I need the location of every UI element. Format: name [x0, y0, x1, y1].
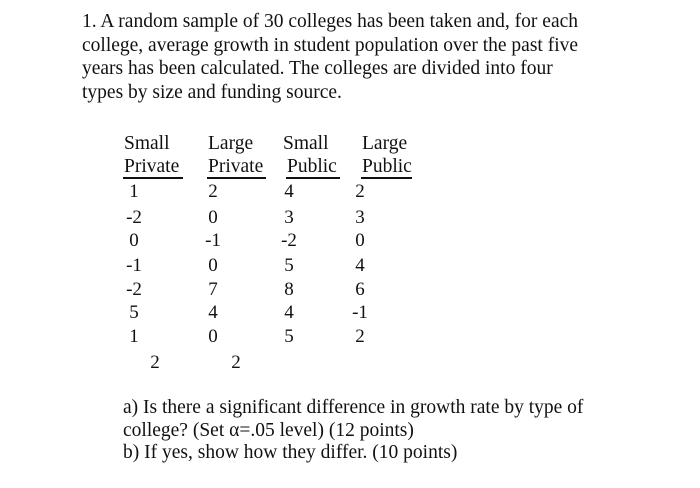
question-line: a) Is there a significant difference in growth rate by type of [123, 397, 584, 418]
table-cell: 0 [355, 230, 365, 251]
table-cell: 4 [208, 302, 218, 323]
table-cell: -1 [126, 255, 142, 276]
table-cell: 4 [284, 302, 294, 323]
questions [123, 397, 583, 465]
question-line: b) If yes, show how they differ. (10 points) [123, 442, 458, 463]
table-cell: -1 [205, 230, 221, 251]
table-cell: 2 [355, 181, 365, 202]
problem-line: college, average growth in student population over the past five [82, 34, 579, 56]
table-cell: 0 [208, 255, 218, 276]
column-count-cell: 2 [231, 352, 241, 373]
header-underline [361, 177, 412, 179]
header-small-public-line1: Small [283, 133, 329, 154]
column-count-cell: 2 [150, 352, 160, 373]
table-cell: 8 [284, 279, 294, 300]
header-underline [286, 177, 340, 179]
problem-line: types by size and funding source. [82, 81, 342, 103]
header-large-public-line1: Large [362, 133, 408, 154]
problem-line: years has been calculated. The colleges are divided into four [82, 58, 553, 79]
header-large-private-line2: Private [208, 156, 264, 177]
table-cell: 4 [284, 181, 294, 202]
table-cell: 5 [284, 326, 294, 347]
problem-statement [82, 10, 627, 104]
table-cell: 4 [355, 255, 365, 276]
table-cell: 1 [129, 181, 139, 202]
table-cell: 7 [208, 279, 218, 300]
header-small-public-line2: Public [287, 156, 337, 177]
table-cell: 2 [208, 181, 218, 202]
table-cell: 1 [129, 326, 139, 347]
question-line: college? (Set α=.05 level) (12 points) [123, 419, 414, 441]
table-cell: 6 [355, 279, 365, 300]
header-small-private-line1: Small [124, 133, 170, 154]
header-underline [207, 177, 266, 179]
header-large-private-line1: Large [208, 133, 254, 154]
table-cell: -1 [352, 302, 368, 323]
table-cell: 0 [208, 326, 218, 347]
table-cell: 0 [208, 207, 218, 228]
table-cell: -2 [126, 279, 142, 300]
table-cell: 0 [129, 230, 139, 251]
header-large-public-line2: Public [362, 156, 412, 177]
table-cell: 2 [355, 326, 365, 347]
table-cell: -2 [126, 207, 142, 228]
table-cell: -2 [281, 230, 297, 251]
table-cell: 3 [284, 207, 294, 228]
problem-line: 1. A random sample of 30 colleges has been taken and, for each [82, 11, 579, 32]
header-underline [123, 177, 183, 179]
table-cell: 5 [284, 255, 294, 276]
table-cell: 5 [129, 302, 139, 323]
header-small-private-line2: Private [124, 156, 180, 177]
table-cell: 3 [355, 207, 365, 228]
